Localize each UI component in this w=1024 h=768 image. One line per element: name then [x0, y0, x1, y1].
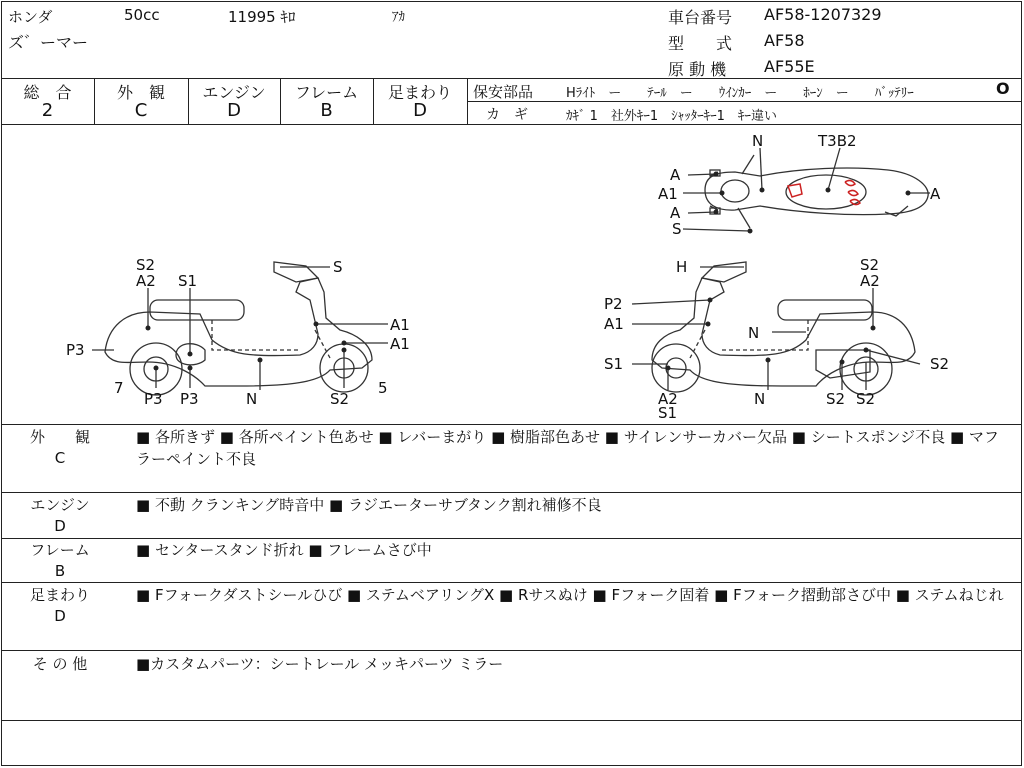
- right-H: H: [676, 258, 688, 276]
- type-label: 型 式: [668, 34, 733, 53]
- right-S2-b1: S2: [826, 390, 846, 408]
- left-S2-b: S2: [330, 390, 350, 408]
- left-P3: P3: [66, 341, 85, 359]
- scooter-diagram: [0, 125, 1024, 425]
- section-text: ■ 各所きず ■ 各所ペイント色あせ ■ レバーまがり ■ 樹脂部色あせ ■ サイレンサーカバー欠品 ■ シートスポンジ不良 ■ マフラーペイント不良: [136, 428, 999, 468]
- battery-mark: O: [996, 79, 1010, 98]
- key-text: ｶｷﾞ 1 社外ｷｰ1 ｼｬｯﾀｰｷｰ1 ｷｰ違い: [566, 109, 777, 124]
- left-S2: S2: [136, 256, 156, 274]
- engine-value: AF55E: [764, 57, 815, 76]
- color: ｱｶ: [392, 10, 405, 25]
- left-P3-b1: P3: [144, 390, 163, 408]
- top-view-scooter: [705, 155, 928, 228]
- section-grade: D: [54, 517, 66, 535]
- top-A1b: A1: [658, 185, 678, 203]
- top-N: N: [752, 132, 764, 150]
- grade-suspension-value: D: [413, 100, 427, 121]
- section-label: エンジン: [30, 496, 90, 514]
- top-A-right: A: [930, 185, 941, 203]
- safety-items: Hﾗｲﾄ ー ﾃｰﾙ ー ｳｲﾝｶｰ ー ﾎｰﾝ ー ﾊﾞｯﾃﾘｰ: [566, 86, 914, 101]
- damage-marks: [788, 180, 860, 204]
- grade-total-value: 2: [41, 100, 54, 121]
- right-S1: S1: [604, 355, 624, 373]
- grade-suspension-label: 足まわり: [387, 83, 452, 102]
- divider: [1, 78, 1022, 79]
- section-grade: C: [54, 449, 66, 467]
- grade-frame-label: フレーム: [294, 83, 359, 102]
- grade-exterior-label: 外 観: [116, 83, 165, 102]
- section-label: フレーム: [30, 541, 90, 559]
- right-N-b: N: [754, 390, 766, 408]
- divider: [1, 492, 1022, 493]
- engine-label: 原 動 機: [668, 60, 727, 79]
- section-grade: D: [54, 607, 66, 625]
- divider: [1, 582, 1022, 583]
- marker-dots: [146, 172, 911, 371]
- section-text: ■ センタースタンド折れ ■ フレームさび中: [136, 541, 432, 559]
- type-value: AF58: [764, 31, 805, 50]
- divider: [1, 424, 1022, 425]
- right-N-mid: N: [748, 324, 760, 342]
- right-S1-b: S1: [658, 404, 678, 422]
- section-text: ■カスタムパーツ：シートレール メッキパーツ ミラー: [136, 655, 504, 673]
- displacement: 50cc: [124, 6, 160, 24]
- right-A2-b: A2: [658, 390, 678, 408]
- right-A1: A1: [604, 315, 624, 333]
- frame-no-label: 車台番号: [668, 8, 733, 27]
- top-A1: A: [670, 166, 681, 184]
- right-S2-r: S2: [930, 355, 950, 373]
- left-A2: A2: [136, 272, 156, 290]
- section-label: そ の 他: [32, 655, 88, 673]
- section-grade: B: [54, 562, 66, 580]
- top-A2: A: [670, 204, 681, 222]
- divider: [467, 101, 1022, 102]
- divider: [1, 650, 1022, 651]
- grade-engine-value: D: [227, 100, 241, 121]
- left-S: S: [333, 258, 343, 276]
- divider: [1, 720, 1022, 721]
- left-A1b: A1: [390, 335, 410, 353]
- left-A1a: A1: [390, 316, 410, 334]
- right-P2: P2: [604, 295, 623, 313]
- divider: [467, 78, 468, 124]
- left-S1: S1: [178, 272, 198, 290]
- top-S: S: [672, 220, 682, 238]
- key-label: カ ギ: [486, 107, 528, 123]
- left-5: 5: [378, 379, 388, 397]
- leader-lines: [92, 148, 930, 390]
- model-name: ズ゛ーマー: [8, 33, 89, 52]
- left-7: 7: [114, 379, 124, 397]
- grade-total-label: 総 合: [23, 83, 72, 102]
- left-N: N: [246, 390, 258, 408]
- section-text: ■ Fフォークダストシールひび ■ ステムベアリングX ■ Rサスぬけ ■ Fフォーク固着 ■ Fフォーク摺動部さび中 ■ ステムねじれ: [136, 586, 1004, 604]
- grade-exterior-value: C: [134, 100, 148, 121]
- right-A2: A2: [860, 272, 880, 290]
- right-S2-b2: S2: [856, 390, 876, 408]
- section-label: 外 観: [29, 428, 90, 446]
- grade-frame-value: B: [320, 100, 333, 121]
- maker: ホンダ: [8, 8, 53, 26]
- top-T3B2: T3B2: [818, 132, 857, 150]
- safety-label: 保安部品: [473, 83, 534, 101]
- left-P3-b2: P3: [180, 390, 199, 408]
- mileage: 11995 ｷﾛ: [228, 8, 296, 26]
- frame-no: AF58-1207329: [764, 5, 882, 24]
- right-S2: S2: [860, 256, 880, 274]
- section-text: ■ 不動 クランキング時音中 ■ ラジエーターサブタンク割れ補修不良: [136, 496, 602, 514]
- section-label: 足まわり: [29, 586, 90, 604]
- grade-engine-label: エンジン: [202, 83, 266, 102]
